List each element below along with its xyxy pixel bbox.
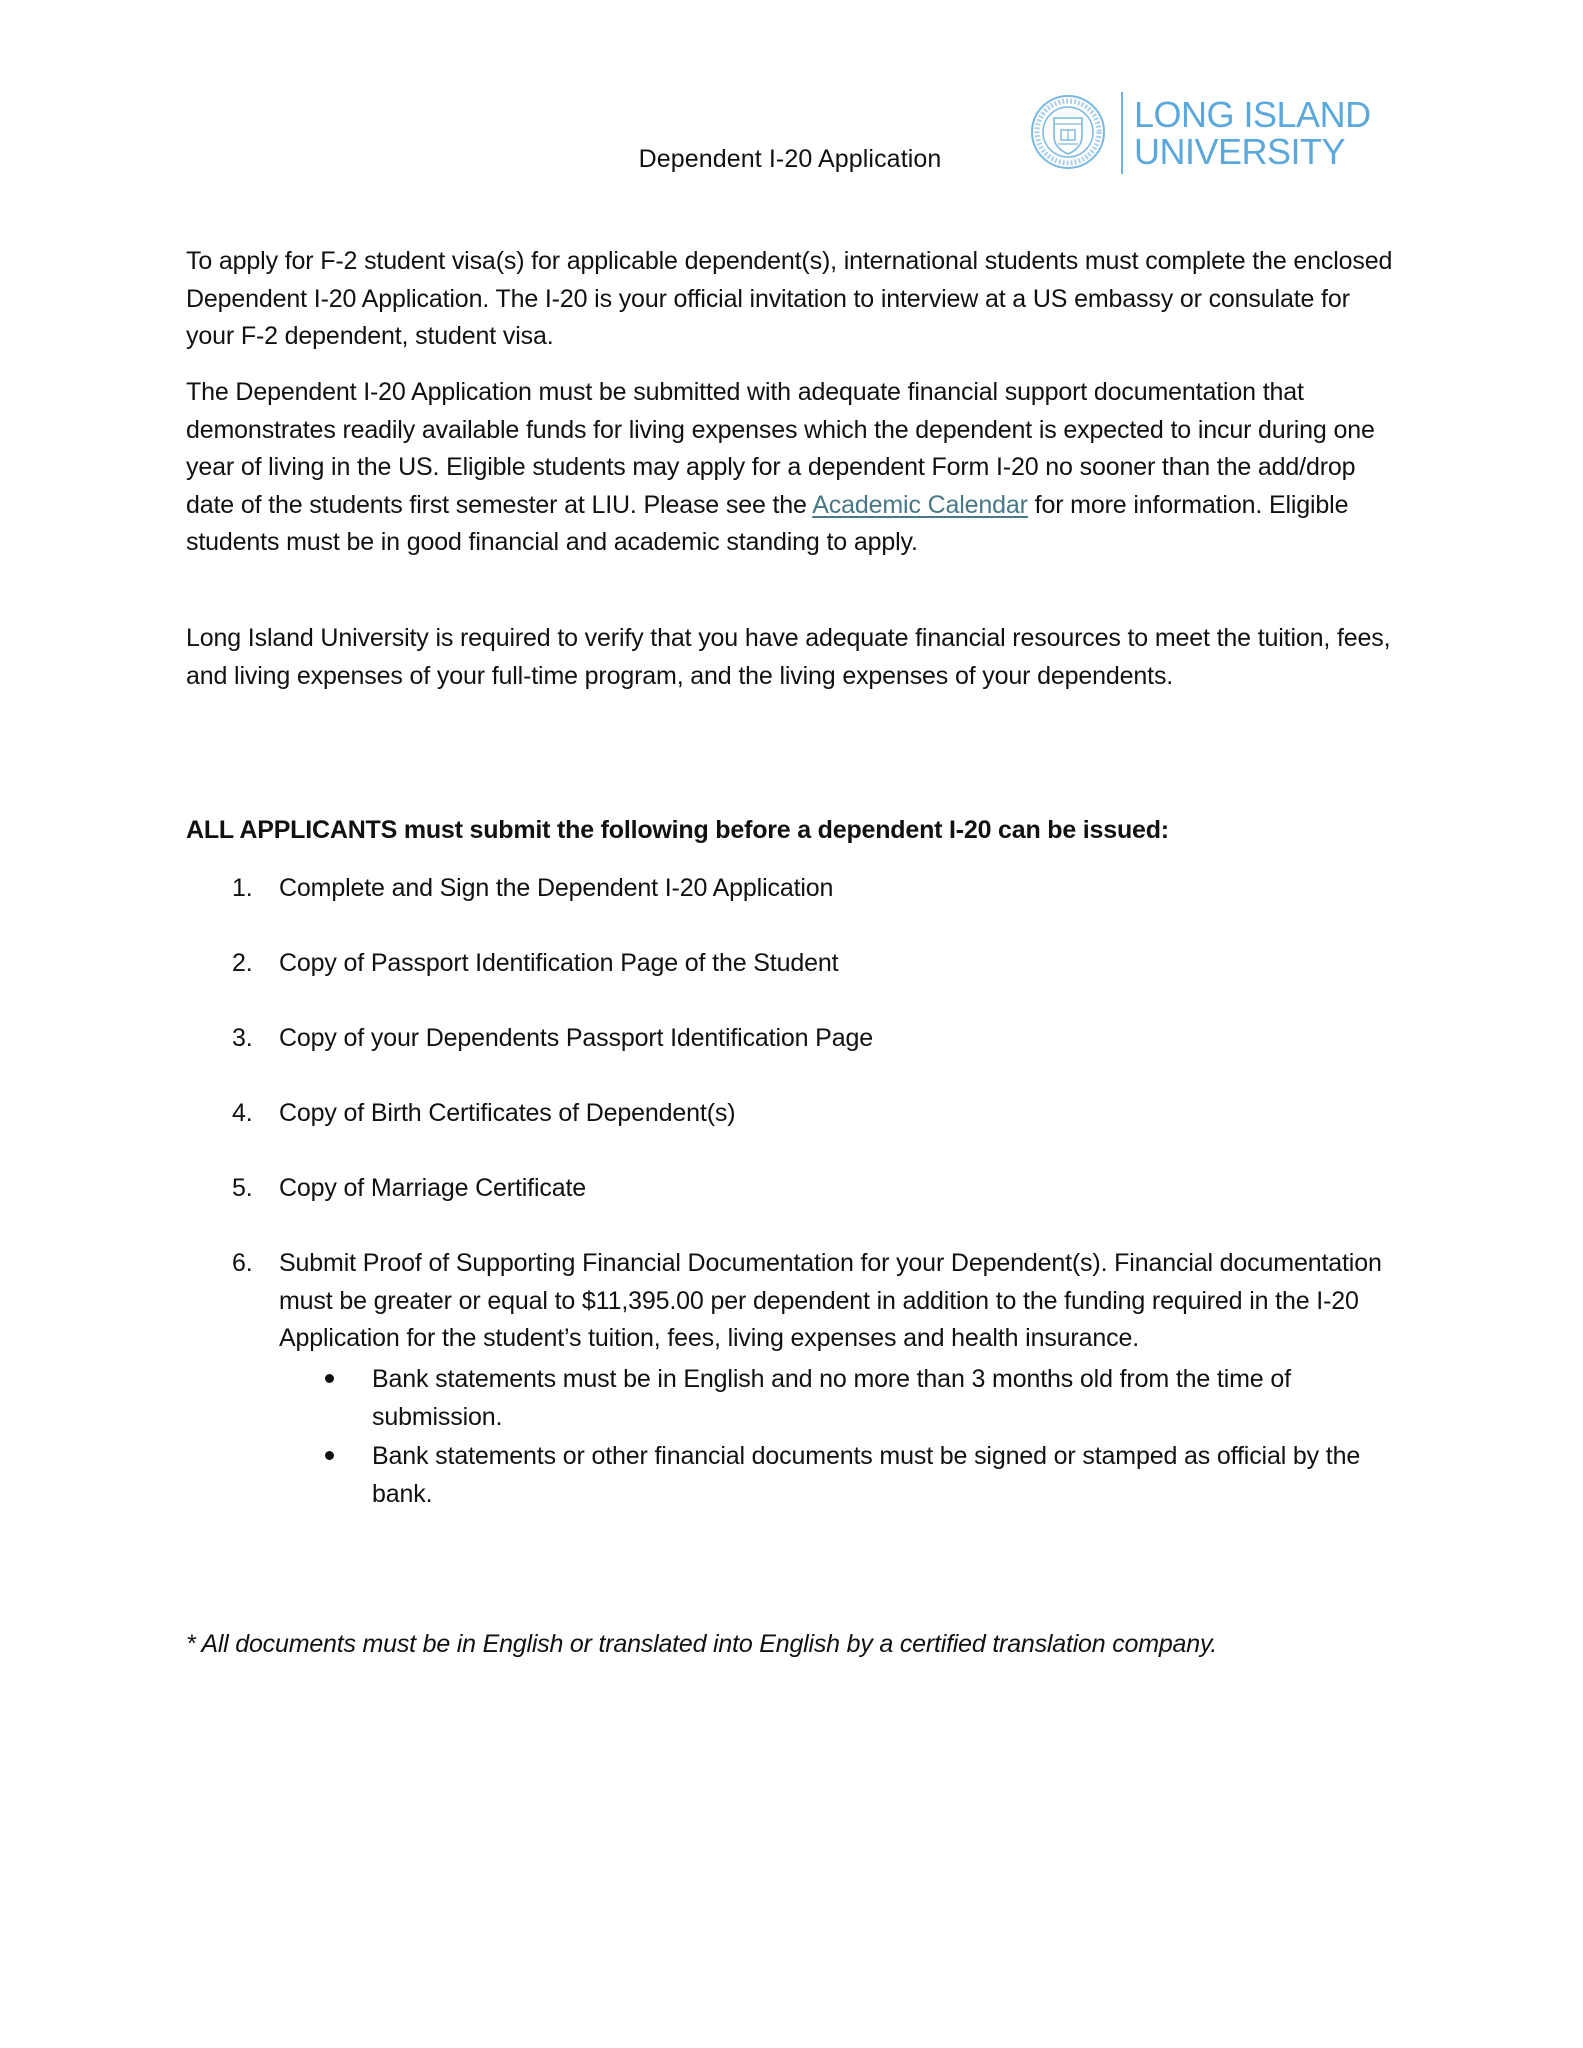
item-text: Complete and Sign the Dependent I-20 Application — [279, 874, 834, 902]
requirement-item — [186, 870, 1416, 908]
requirement-item — [186, 1020, 1416, 1058]
requirement-item — [186, 945, 1416, 983]
financial-sub-list — [279, 1360, 1416, 1514]
requirement-item — [186, 1170, 1416, 1208]
logo-line-2: UNIVERSITY — [1134, 131, 1346, 172]
requirement-item — [186, 1245, 1416, 1514]
paragraph-text: The Dependent I-20 Application must be submitted with adequate financial support documentation that demonstrates readily available funds for living expenses which the dependent is expected to incur during one year of living in the US. Eligible students may apply for a dependent Form I-20 no sooner than the add/drop date of the students first semester at LIU. Please see the — [186, 378, 1375, 519]
academic-calendar-link[interactable]: Academic Calendar — [812, 490, 1028, 519]
sub-requirement-item — [279, 1360, 1416, 1437]
item-text: Submit Proof of Supporting Financial Documentation for your Dependent(s). Financial documentation must be greater or equal to $11,395.00 per dependent in addition to the funding required in the I-20 Application for the student’s tuition, fees, living expenses and health insurance. — [279, 1249, 1382, 1352]
item-number: 3. — [232, 1024, 253, 1052]
item-text: Copy of your Dependents Passport Identification Page — [279, 1024, 873, 1052]
financial-support-paragraph — [186, 374, 1401, 562]
item-number: 2. — [232, 949, 253, 977]
verification-paragraph: Long Island University is required to verify that you have adequate financial resources to meet the tuition, fees, and living expenses of your full-time program, and the living expenses of your dependents. — [186, 624, 1391, 690]
sub-item-text: Bank statements must be in English and no more than 3 months old from the time of submission. — [372, 1364, 1291, 1431]
item-text: Copy of Birth Certificates of Dependent(s) — [279, 1099, 736, 1127]
paragraph-text: for more information. Eligible students must be in good financial and academic standing to apply. — [186, 490, 1349, 556]
bullet-icon — [325, 1451, 334, 1460]
item-number: 4. — [232, 1099, 253, 1127]
item-number: 5. — [232, 1174, 253, 1202]
sub-item-text: Bank statements or other financial documents must be signed or stamped as official by the bank. — [372, 1441, 1361, 1508]
requirement-item — [186, 1095, 1416, 1133]
bullet-icon — [325, 1374, 334, 1383]
logo-line-1: LONG ISLAND — [1134, 94, 1371, 135]
requirements-list — [186, 870, 1416, 1514]
item-number: 6. — [232, 1249, 253, 1277]
item-text: Copy of Marriage Certificate — [279, 1174, 587, 1202]
logo-wordmark — [1134, 96, 1371, 170]
university-logo — [1030, 92, 1410, 174]
requirements-heading: ALL APPLICANTS must submit the following before a dependent I-20 can be issued: — [186, 816, 1169, 844]
item-number: 1. — [232, 874, 253, 902]
document-title: Dependent I-20 Application — [638, 145, 942, 173]
sub-requirement-item — [279, 1437, 1416, 1514]
item-text: Copy of Passport Identification Page of the Student — [279, 949, 839, 977]
logo-divider — [1121, 92, 1123, 174]
translation-footnote: * All documents must be in English or translated into English by a certified translation company. — [186, 1630, 1218, 1658]
intro-paragraph: To apply for F-2 student visa(s) for applicable dependent(s), international students must complete the enclosed Dependent I-20 Application. The I-20 is your official invitation to interview at a US embassy or consulate for your F-2 dependent, student visa. — [186, 247, 1393, 350]
university-seal-icon — [1030, 94, 1106, 170]
